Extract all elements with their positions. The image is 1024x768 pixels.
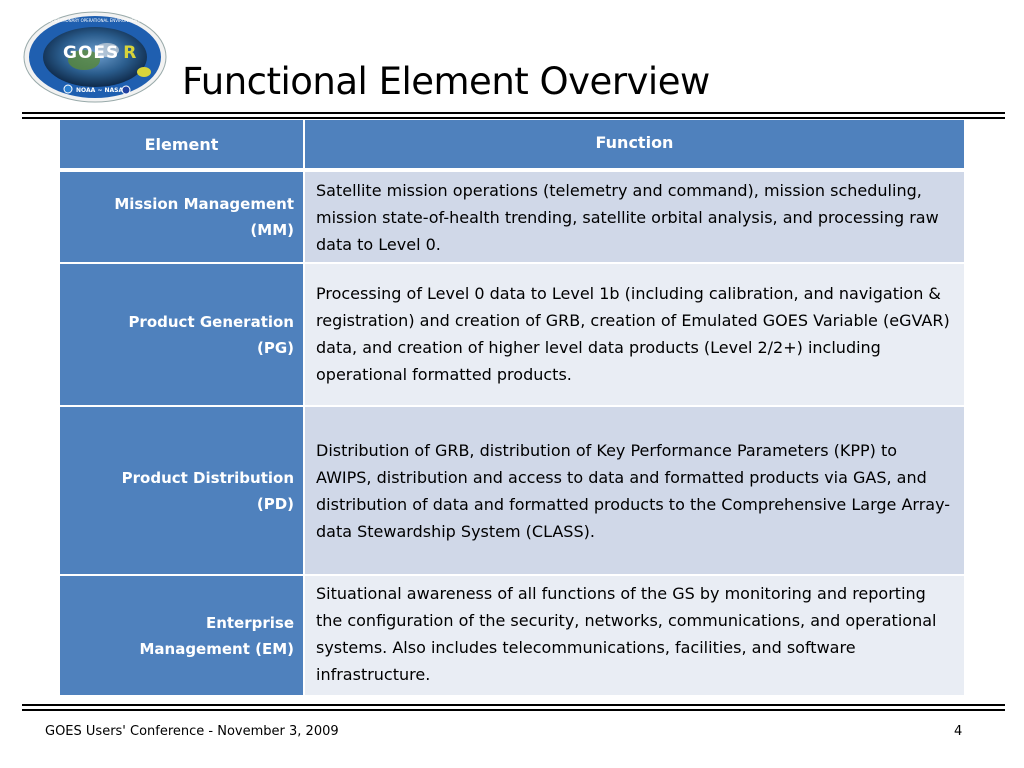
slide-title: Functional Element Overview xyxy=(182,60,710,103)
header-function: Function xyxy=(595,133,674,152)
element-name: Mission Management xyxy=(114,195,294,213)
table-row xyxy=(60,407,964,576)
function-cell: Situational awareness of all functions of the GS by monitoring and reporting the configuration of the security, networks, communications, and operational systems. Also includes telecommunications, facilities, and software infrastructure. xyxy=(305,576,964,695)
element-abbr: (PG) xyxy=(256,338,294,357)
element-name: Enterprise xyxy=(205,613,294,632)
element-cell xyxy=(60,576,305,695)
function-cell: Satellite mission operations (telemetry and command), mission scheduling, mission state-of-health trending, satellite orbital analysis, and processing raw data to Level 0. xyxy=(305,172,964,262)
element-abbr: Management (EM) xyxy=(139,639,294,658)
header-element: Element xyxy=(60,120,305,168)
table-row xyxy=(60,576,964,697)
header-rule xyxy=(22,112,1005,114)
header-rule-thin xyxy=(22,117,1005,119)
table-header-row xyxy=(60,120,964,168)
element-abbr: (PD) xyxy=(256,494,294,513)
function-cell: Distribution of GRB, distribution of Key Performance Parameters (KPP) to AWIPS, distribution and access to data and formatted products via GAS, and distribution of data and formatted products to the Comprehensive Large Array-data Stewardship System (CLASS). xyxy=(305,407,964,574)
logo-center-text: GOES R xyxy=(63,43,138,63)
function-cell: Processing of Level 0 data to Level 1b (including calibration, and navigation & registration) and creation of GRB, creation of Emulated GOES Variable (eGVAR) data, and creation of higher level data products (Level 2/2+) including operational formatted products. xyxy=(305,264,964,405)
footer-rule xyxy=(22,704,1005,706)
page-number: 4 xyxy=(954,724,963,739)
functional-element-table xyxy=(60,120,964,697)
footer-text: GOES Users' Conference - November 3, 2009 xyxy=(45,724,339,739)
footer-rule-thin xyxy=(22,709,1005,711)
table-row xyxy=(60,264,964,407)
logo-ring-text-bottom: NOAA ~ NASA xyxy=(76,87,124,94)
goes-r-logo xyxy=(22,10,168,104)
table-row xyxy=(60,172,964,264)
element-name: Product Distribution xyxy=(121,468,294,487)
logo-ring-text-top: GEOSTATIONARY OPERATIONAL ENVIRONMENTAL SATELLITE xyxy=(46,18,167,23)
element-name: Product Generation xyxy=(128,312,294,331)
element-abbr: (MM) xyxy=(250,221,294,239)
element-cell xyxy=(60,407,305,574)
element-cell xyxy=(60,172,305,262)
element-cell xyxy=(60,264,305,405)
